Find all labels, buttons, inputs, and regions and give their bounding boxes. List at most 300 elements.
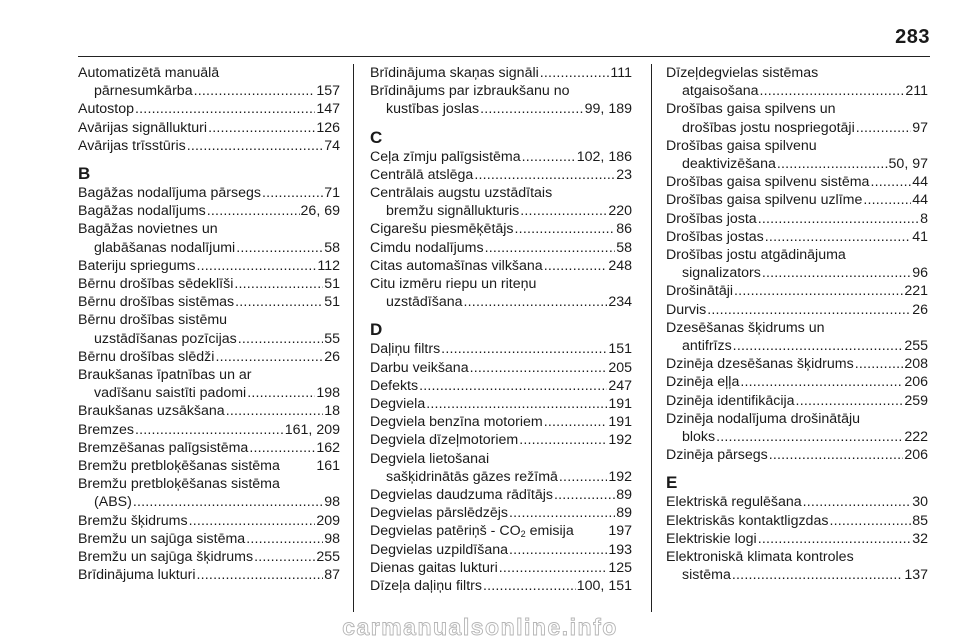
entry-page-ref: 255 [904, 338, 928, 355]
entry-line [78, 421, 340, 439]
index-entry [78, 64, 340, 100]
entry-term: Citas automašīnas vilkšana [370, 257, 543, 274]
leader-dots [499, 559, 608, 577]
entry-line [78, 239, 340, 257]
index-entry [78, 512, 340, 530]
entry-term: uzstādīšana [386, 294, 463, 311]
entry-page-ref: 86 [616, 221, 632, 238]
entry-page-ref: 125 [608, 559, 632, 576]
entry-term: glabāšanas nodalījumi [94, 239, 236, 256]
entry-page-ref: 26 [912, 301, 928, 318]
index-entry [370, 184, 632, 220]
entry-page-ref: 44 [912, 192, 928, 209]
entry-line [370, 257, 632, 275]
entry-line [666, 264, 928, 282]
index-entry [666, 301, 928, 319]
entry-page-ref: 151 [608, 341, 632, 358]
entry-page-ref: 197 [608, 523, 632, 540]
entry-line [666, 410, 928, 428]
entry-term: Degviela lietošanai [370, 450, 490, 467]
leader-dots [189, 512, 316, 530]
index-entry [666, 100, 928, 136]
entry-line [78, 493, 340, 511]
entry-line [78, 457, 340, 475]
page-number: 283 [895, 26, 930, 48]
entry-page-ref: 205 [608, 359, 632, 376]
entry-term: Bateriju spriegums [78, 257, 196, 274]
entry-term: Degvielas pārslēdzējs [370, 505, 509, 522]
entry-line [370, 522, 632, 540]
leader-dots [197, 257, 317, 275]
leader-dots [208, 119, 315, 137]
entry-term: Drošības gaisa spilvenu sistēma [666, 174, 870, 191]
index-entry [370, 82, 632, 118]
index-entry [666, 355, 928, 373]
entry-page-ref: 161 [316, 458, 340, 475]
entry-term: Bremzēšanas palīgsistēma [78, 439, 249, 456]
entry-line [78, 119, 340, 137]
entry-page-ref: 89 [616, 505, 632, 522]
entry-term: Bērnu drošības sistēmu [78, 312, 228, 329]
leader-dots [803, 493, 912, 511]
leader-dots [707, 301, 911, 319]
entry-term: Dzinēja eļļa [666, 374, 740, 391]
index-entry [370, 257, 632, 275]
entry-line [370, 450, 632, 468]
entry-term: uzstādīšanas pozīcijas [94, 330, 237, 347]
entry-line [666, 428, 928, 446]
entry-term: Bremžu pretbloķēšanas sistēma [78, 476, 280, 493]
leader-dots [762, 264, 911, 282]
entry-line [666, 228, 928, 246]
entry-page-ref: 126 [316, 119, 340, 136]
leader-dots [419, 377, 607, 395]
entry-line [666, 191, 928, 209]
entry-page-ref: 50, 97 [888, 156, 928, 173]
leader-dots [544, 413, 608, 431]
entry-line [666, 319, 928, 337]
leader-dots [509, 504, 615, 522]
entry-term: Centrālā atslēga [370, 166, 474, 183]
entry-term: Bērnu drošības sēdeklīši [78, 276, 234, 293]
entry-term: vadīšanu saistīti padomi [94, 385, 247, 402]
index-entry [78, 402, 340, 420]
entry-page-ref: 234 [608, 294, 632, 311]
entry-line [78, 82, 340, 100]
entry-line [78, 348, 340, 366]
header-rule [78, 56, 930, 57]
entry-line [666, 155, 928, 173]
index-entry [370, 413, 632, 431]
entry-term: Durvis [666, 301, 707, 318]
entry-page-ref: 85 [912, 512, 928, 529]
leader-dots [262, 184, 323, 202]
leader-dots [470, 359, 608, 377]
entry-term: Bremzes [78, 421, 134, 438]
entry-term-part: emisija [525, 523, 574, 540]
leader-dots [733, 337, 904, 355]
entry-page-ref: 18 [324, 403, 340, 420]
leader-dots [509, 541, 607, 559]
entry-term: Drošības gaisa spilvenu [666, 137, 817, 154]
leader-dots [485, 239, 616, 257]
entry-page-ref: 55 [324, 330, 340, 347]
leader-dots [540, 64, 610, 82]
entry-term: Bremžu šķidrums [78, 512, 188, 529]
entry-line [78, 220, 340, 238]
leader-dots [870, 173, 911, 191]
entry-line [78, 257, 340, 275]
leader-dots [758, 210, 919, 228]
entry-line [666, 119, 928, 137]
entry-term: signalizators [682, 265, 761, 282]
entry-line [78, 100, 340, 118]
index-entry [78, 475, 340, 511]
entry-page-ref: 192 [608, 468, 632, 485]
entry-page-ref: 44 [912, 174, 928, 191]
leader-dots [247, 384, 315, 402]
index-entry [666, 512, 928, 530]
section-letter: B [78, 164, 91, 184]
entry-term: Bagāžas nodalījuma pārsegs [78, 185, 261, 202]
entry-term: Citu izmēru riepu un riteņu [370, 276, 537, 293]
index-entry [78, 548, 340, 566]
entry-term: Bremžu un sajūga šķidrums [78, 549, 254, 566]
entry-term: Bērnu drošības slēdži [78, 348, 215, 365]
entry-term: Drošības gaisa spilvenu uzlīme [666, 192, 863, 209]
column-divider [651, 64, 652, 612]
entry-term: Bagāžas novietnes un [78, 221, 218, 238]
index-entry [78, 100, 340, 118]
entry-line [666, 493, 928, 511]
entry-term: kustības joslas [386, 101, 480, 118]
index-entry [370, 64, 632, 82]
index-entry [78, 202, 340, 220]
entry-term: Elektroniskā klimata kontroles [666, 549, 854, 566]
leader-dots [474, 166, 615, 184]
leader-dots [441, 340, 607, 358]
index-column-3 [666, 64, 928, 584]
entry-term: Braukšanas uzsākšana [78, 403, 225, 420]
entry-page-ref: 98 [324, 494, 340, 511]
entry-line [666, 100, 928, 118]
entry-line [78, 64, 340, 82]
entry-term: Bērnu drošības sistēmas [78, 294, 235, 311]
entry-page-ref: 191 [608, 414, 632, 431]
leader-dots [236, 239, 323, 257]
index-entry [78, 439, 340, 457]
entry-page-ref: 221 [904, 283, 928, 300]
entry-line [370, 82, 632, 100]
index-entry [78, 566, 340, 584]
entry-term: pārnesumkārba [94, 83, 193, 100]
entry-line [666, 137, 928, 155]
leader-dots [716, 428, 903, 446]
entry-term: antifrīzs [682, 338, 732, 355]
index-entry [78, 421, 340, 439]
index-entry [666, 191, 928, 209]
entry-page-ref: 193 [608, 541, 632, 558]
leader-dots [235, 293, 323, 311]
entry-term: Elektriskās kontaktligzdas [666, 512, 829, 529]
entry-term: Ceļa zīmju palīgsistēma [370, 148, 521, 165]
entry-line [78, 475, 340, 493]
index-entry [666, 228, 928, 246]
leader-dots [480, 100, 584, 118]
entry-line [78, 275, 340, 293]
entry-page-ref: 247 [608, 377, 632, 394]
entry-term: Brīdinājuma lukturi [78, 567, 196, 584]
entry-line [78, 366, 340, 384]
entry-page-ref: 23 [616, 166, 632, 183]
index-entry [666, 246, 928, 282]
index-entry [78, 311, 340, 347]
index-entry [666, 548, 928, 584]
entry-term: Bagāžas nodalījums [78, 203, 206, 220]
entry-line [666, 530, 928, 548]
index-column-2 [370, 64, 632, 595]
entry-page-ref: 26, 69 [300, 203, 340, 220]
entry-line [78, 311, 340, 329]
entry-line [666, 373, 928, 391]
entry-page-ref: 98 [324, 530, 340, 547]
entry-page-ref: 102, 186 [576, 148, 632, 165]
entry-term: Drošības gaisa spilvens un [666, 101, 836, 118]
index-entry [370, 522, 632, 540]
entry-page-ref: 198 [316, 385, 340, 402]
entry-line [78, 530, 340, 548]
leader-dots [207, 202, 300, 220]
entry-page-ref: 220 [608, 203, 632, 220]
leader-dots [856, 119, 912, 137]
entry-term: Dīzeļdegvielas sistēmas [666, 65, 819, 81]
column-divider [353, 64, 354, 612]
leader-dots [796, 392, 904, 410]
entry-line [370, 577, 632, 595]
entry-line [370, 239, 632, 257]
entry-line [666, 210, 928, 228]
entry-line [78, 137, 340, 155]
index-entry [78, 220, 340, 256]
leader-dots [197, 566, 324, 584]
leader-dots [135, 100, 315, 118]
entry-page-ref: 99, 189 [584, 101, 632, 118]
section-letter: E [666, 473, 678, 493]
leader-dots [254, 548, 315, 566]
entry-term: atgaisošana [682, 83, 759, 100]
entry-page-ref: 41 [912, 228, 928, 245]
leader-dots [863, 191, 911, 209]
leader-dots [238, 330, 323, 348]
entry-line [370, 541, 632, 559]
entry-page-ref: 58 [616, 239, 632, 256]
entry-line [666, 337, 928, 355]
entry-term: Defekts [370, 377, 419, 394]
entry-term: Dzesēšanas šķidrums un [666, 319, 825, 336]
leader-dots [765, 228, 911, 246]
entry-line [78, 184, 340, 202]
leader-dots [777, 155, 888, 173]
entry-page-ref: 51 [324, 276, 340, 293]
leader-dots [829, 512, 911, 530]
entry-page-ref: 147 [316, 101, 340, 118]
entry-page-ref: 111 [610, 65, 632, 81]
leader-dots [133, 493, 323, 511]
entry-term: bloks [682, 429, 716, 446]
entry-line [666, 301, 928, 319]
section-letter: C [370, 127, 383, 147]
entry-term: Cimdu nodalījums [370, 239, 484, 256]
entry-line [78, 293, 340, 311]
entry-page-ref: 71 [324, 185, 340, 202]
leader-dots [187, 137, 323, 155]
entry-term: Darbu veikšana [370, 359, 469, 376]
entry-term: Degviela benzīna motoriem [370, 414, 543, 431]
entry-page-ref: 259 [904, 392, 928, 409]
entry-page-ref: 30 [912, 494, 928, 511]
entry-line [666, 512, 928, 530]
index-entry [666, 282, 928, 300]
entry-page-ref: 100, 151 [576, 578, 632, 595]
leader-dots [855, 355, 904, 373]
entry-page-ref: 137 [904, 567, 928, 584]
leader-dots [758, 530, 912, 548]
entry-page-ref: 89 [616, 487, 632, 504]
index-entry [666, 137, 928, 173]
entry-page-ref: 208 [904, 356, 928, 373]
index-entry [78, 457, 340, 475]
leader-dots [226, 402, 324, 420]
entry-term: deaktivizēšana [682, 156, 776, 173]
entry-term: Braukšanas īpatnības un ar [78, 367, 252, 384]
entry-line [666, 282, 928, 300]
entry-term: Elektriskie logi [666, 530, 757, 547]
entry-term: Degviela [370, 396, 426, 413]
entry-term: Bremžu un sajūga sistēma [78, 530, 246, 547]
entry-page-ref: 112 [317, 257, 340, 274]
entry-page-ref: 87 [324, 567, 340, 584]
entry-page-ref: 161, 209 [284, 421, 340, 438]
entry-line [370, 504, 632, 522]
entry-page-ref: 211 [905, 83, 928, 100]
leader-dots [734, 282, 903, 300]
entry-line [78, 402, 340, 420]
entry-term: Drošības jostu atgādinājuma [666, 247, 846, 264]
entry-term: Drošības josta [666, 210, 757, 227]
entry-term: Avārijas signāllukturi [78, 119, 208, 136]
index-entry [370, 359, 632, 377]
index-entry [370, 486, 632, 504]
entry-term: Avārijas trīsstūris [78, 137, 186, 154]
index-entry [370, 340, 632, 358]
entry-page-ref: 222 [904, 429, 928, 446]
entry-line [666, 246, 928, 264]
entry-term: Brīdinājuma skaņas signāli [370, 65, 539, 81]
index-entry [666, 173, 928, 191]
entry-term: Degvielas daudzuma rādītājs [370, 487, 553, 504]
leader-dots [522, 148, 576, 166]
index-entry [78, 257, 340, 275]
index-entry [666, 410, 928, 446]
index-entry [370, 559, 632, 577]
entry-page-ref: 206 [904, 447, 928, 464]
entry-line [370, 431, 632, 449]
entry-term: Daļiņu filtrs [370, 341, 441, 358]
index-entry [666, 530, 928, 548]
index-entry [370, 148, 632, 166]
entry-term: Centrālais augstu uzstādītais [370, 185, 553, 202]
entry-term-subscript: 2 [520, 529, 526, 540]
entry-term: (ABS) [94, 494, 132, 511]
leader-dots [544, 257, 608, 275]
entry-line [370, 220, 632, 238]
entry-page-ref: 96 [912, 265, 928, 282]
entry-page-ref: 255 [316, 549, 340, 566]
entry-term: Degviela dīzeļmotoriem [370, 432, 519, 449]
index-entry [666, 319, 928, 355]
index-entry [370, 239, 632, 257]
index-entry [370, 275, 632, 311]
entry-term: Bremžu pretbloķēšanas sistēma [78, 458, 280, 475]
index-entry [78, 530, 340, 548]
entry-line [666, 548, 928, 566]
index-entry [666, 373, 928, 391]
entry-term-part: Degvielas patēriņš - CO [370, 523, 521, 540]
index-entry [78, 119, 340, 137]
leader-dots [760, 82, 905, 100]
entry-term: Autostop [78, 101, 135, 118]
entry-line [78, 566, 340, 584]
entry-page-ref: 162 [316, 439, 340, 456]
entry-line [370, 148, 632, 166]
entry-term: sistēma [682, 567, 731, 584]
entry-line [78, 548, 340, 566]
leader-dots [464, 293, 608, 311]
entry-line [370, 468, 632, 486]
entry-line [78, 202, 340, 220]
index-column-1 [78, 64, 340, 584]
leader-dots [519, 431, 607, 449]
leader-dots [426, 395, 607, 413]
index-entry [78, 366, 340, 402]
entry-page-ref: 192 [608, 432, 632, 449]
entry-line [370, 293, 632, 311]
entry-line [666, 64, 928, 82]
entry-term: Dzinēja pārsegs [666, 447, 768, 464]
entry-term: Dzinēja identifikācija [666, 392, 795, 409]
entry-term: sašķidrinātās gāzes režīmā [386, 468, 558, 485]
entry-page-ref: 191 [608, 396, 632, 413]
entry-page-ref: 8 [920, 210, 928, 227]
entry-page-ref: 206 [904, 374, 928, 391]
entry-term: Drošinātāji [666, 283, 734, 300]
leader-dots [249, 439, 315, 457]
entry-line [666, 392, 928, 410]
index-entry [78, 137, 340, 155]
entry-page-ref: 58 [324, 239, 340, 256]
entry-page-ref: 74 [324, 137, 340, 154]
entry-line [370, 202, 632, 220]
index-entry [370, 220, 632, 238]
entry-term: Dīzeļa daļiņu filtrs [370, 578, 482, 595]
index-entry [78, 348, 340, 366]
entry-line [78, 330, 340, 348]
index-entry [370, 450, 632, 486]
entry-page-ref: 97 [912, 119, 928, 136]
entry-line [666, 446, 928, 464]
index-entry [370, 395, 632, 413]
entry-page-ref: 26 [324, 348, 340, 365]
